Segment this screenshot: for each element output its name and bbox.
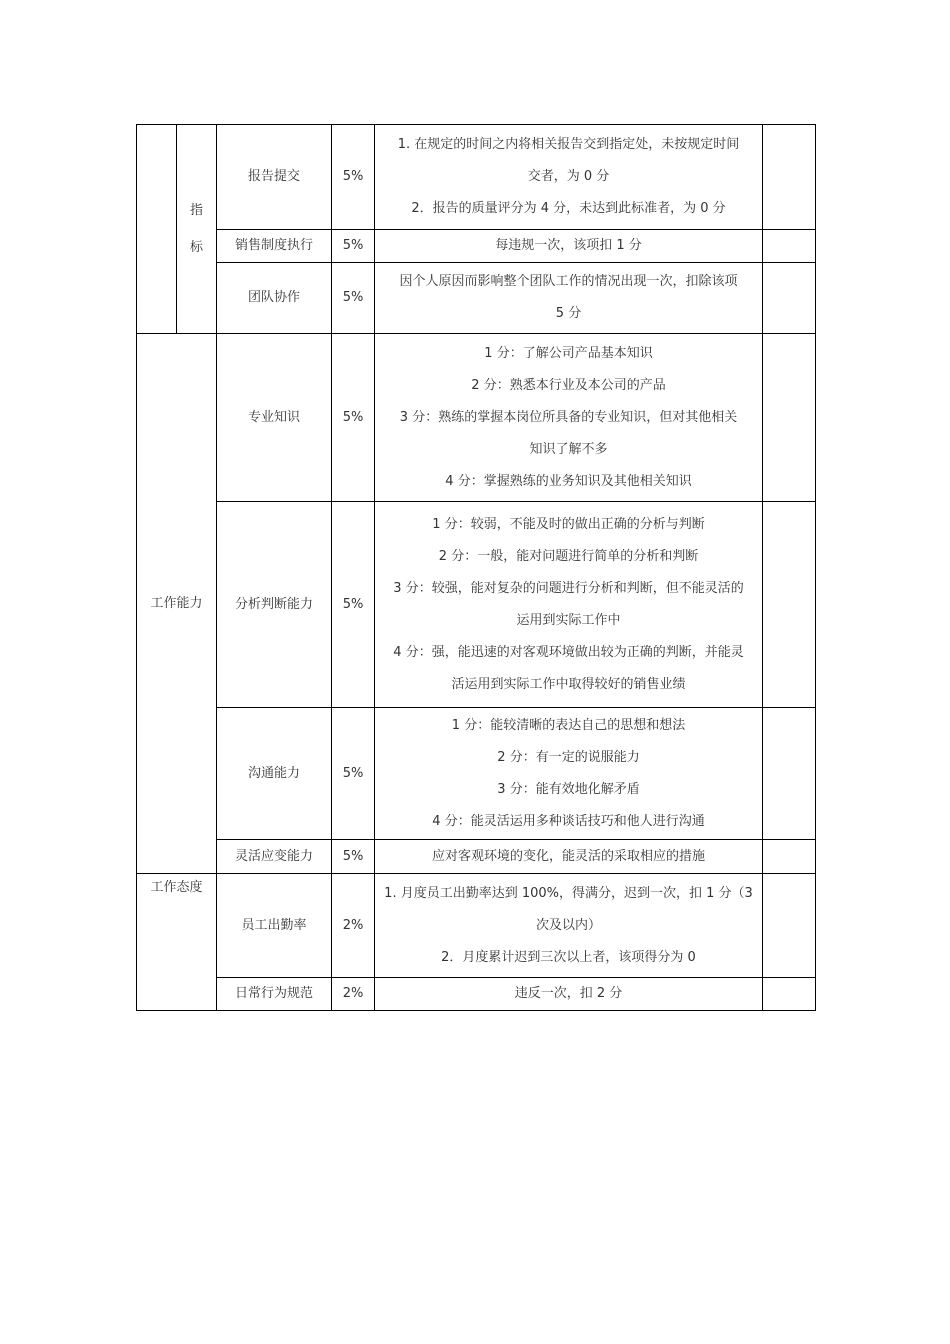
- item-weight: 5%: [332, 263, 375, 334]
- description-line: 3 分：能有效地化解矛盾: [497, 781, 640, 797]
- indicator-char-2: 标: [189, 240, 203, 255]
- table-row: [137, 978, 816, 1011]
- description-line: 4 分：能灵活运用多种谈话技巧和他人进行沟通: [432, 813, 705, 829]
- description-line: 交者，为 0 分: [527, 169, 610, 184]
- score-cell[interactable]: [763, 978, 816, 1011]
- table-row: [137, 263, 816, 334]
- item-weight: 5%: [332, 840, 375, 874]
- category-work-ability: 工作能力: [137, 334, 217, 874]
- description-line: 因个人原因而影响整个团队工作的情况出现一次，扣除该项: [399, 274, 738, 289]
- score-cell[interactable]: [763, 502, 816, 708]
- item-description: [375, 978, 763, 1011]
- item-weight: 5%: [332, 708, 375, 840]
- description-line: 3 分：较强，能对复杂的问题进行分析和判断，但不能灵活的: [393, 580, 744, 596]
- description-line: 2 分：有一定的说服能力: [497, 749, 640, 765]
- item-name: 员工出勤率: [217, 874, 332, 978]
- item-name: 分析判断能力: [217, 502, 332, 708]
- category-work-attitude: 工作态度: [137, 874, 217, 1011]
- table-row: [137, 230, 816, 263]
- item-description: [375, 502, 763, 708]
- item-name: 日常行为规范: [217, 978, 332, 1011]
- description-line: 4 分：强，能迅速的对客观环境做出较为正确的判断，并能灵: [393, 644, 744, 660]
- item-description: [375, 334, 763, 502]
- item-name: 灵活应变能力: [217, 840, 332, 874]
- item-name: 专业知识: [217, 334, 332, 502]
- item-description: [375, 874, 763, 978]
- description-line: 违反一次，扣 2 分: [514, 986, 623, 1001]
- description-line: 次及以内）: [535, 917, 601, 933]
- item-description: [375, 708, 763, 840]
- description-line: 1. 在规定的时间之内将相关报告交到指定处，未按规定时间: [397, 137, 740, 152]
- indicator-char-1: 指: [189, 203, 203, 218]
- item-description: [375, 230, 763, 263]
- score-cell[interactable]: [763, 708, 816, 840]
- description-line: 活运用到实际工作中取得较好的销售业绩: [451, 676, 686, 692]
- description-line: 应对客观环境的变化，能灵活的采取相应的措施: [431, 848, 705, 864]
- description-line: 运用到实际工作中: [516, 612, 621, 628]
- description-line: 2 分：一般，能对问题进行简单的分析和判断: [438, 548, 699, 564]
- description-line: 1 分：了解公司产品基本知识: [484, 345, 653, 361]
- description-line: 2．月度累计迟到三次以上者，该项得分为 0: [441, 949, 696, 965]
- item-weight: 2%: [332, 874, 375, 978]
- item-weight: 5%: [332, 230, 375, 263]
- description-line: 2．报告的质量评分为 4 分，未达到此标准者，为 0 分: [411, 201, 726, 216]
- table-row: [137, 840, 816, 874]
- kpi-table: [136, 124, 816, 1011]
- table-row: [137, 334, 816, 502]
- description-line: 1. 月度员工出勤率达到 100%，得满分，迟到一次，扣 1 分（3: [384, 885, 753, 901]
- score-cell[interactable]: [763, 840, 816, 874]
- item-description: [375, 263, 763, 334]
- item-name: 销售制度执行: [217, 230, 332, 263]
- item-weight: 5%: [332, 334, 375, 502]
- item-weight: 5%: [332, 502, 375, 708]
- description-line: 每违规一次，该项扣 1 分: [495, 238, 642, 253]
- table-row: [137, 125, 816, 230]
- table-row: [137, 874, 816, 978]
- category-cell-empty: [137, 125, 177, 334]
- score-cell[interactable]: [763, 230, 816, 263]
- item-description: [375, 840, 763, 874]
- score-cell[interactable]: [763, 125, 816, 230]
- description-line: 4 分：掌握熟练的业务知识及其他相关知识: [445, 473, 692, 489]
- item-name: 团队协作: [217, 263, 332, 334]
- description-line: 知识了解不多: [529, 441, 608, 457]
- item-name: 沟通能力: [217, 708, 332, 840]
- description-line: 5 分: [555, 306, 582, 321]
- item-description: [375, 125, 763, 230]
- score-cell[interactable]: [763, 334, 816, 502]
- indicator-label-cell: [177, 125, 217, 334]
- description-line: 3 分：熟练的掌握本岗位所具备的专业知识，但对其他相关: [399, 409, 738, 425]
- score-cell[interactable]: [763, 874, 816, 978]
- table-row: [137, 708, 816, 840]
- item-weight: 5%: [332, 125, 375, 230]
- description-line: 1 分：较弱，不能及时的做出正确的分析与判断: [432, 516, 705, 532]
- table-row: [137, 502, 816, 708]
- item-name: 报告提交: [217, 125, 332, 230]
- description-line: 2 分：熟悉本行业及本公司的产品: [471, 377, 666, 393]
- description-line: 1 分：能较清晰的表达自己的思想和想法: [451, 717, 686, 733]
- item-weight: 2%: [332, 978, 375, 1011]
- score-cell[interactable]: [763, 263, 816, 334]
